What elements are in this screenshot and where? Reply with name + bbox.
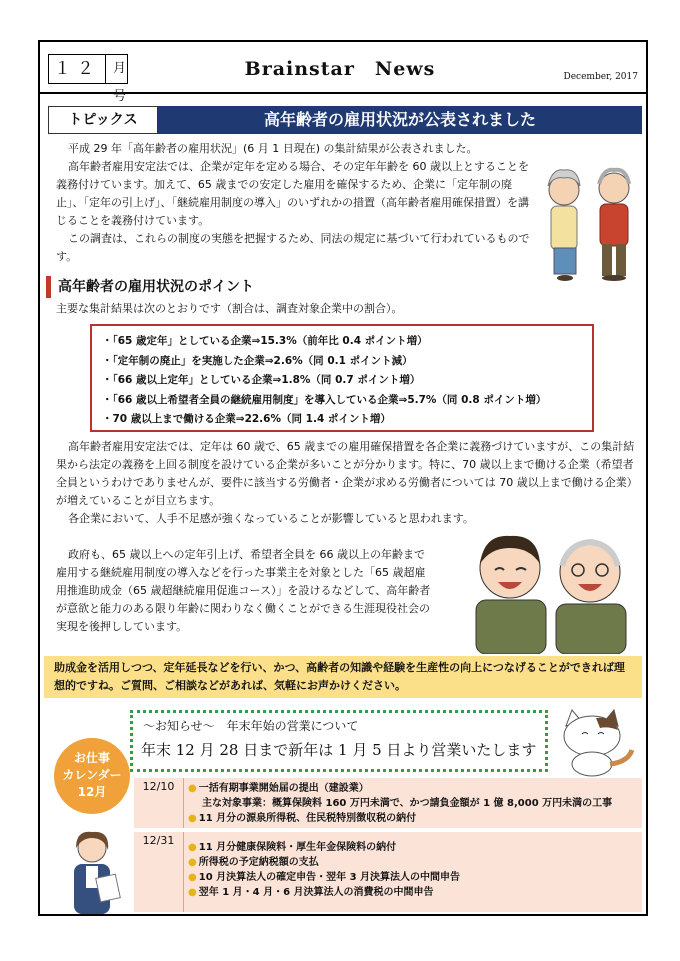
body-paragraph: 各企業において、人手不足感が強くなっていることが影響していると思われます。	[68, 512, 474, 525]
intro-text	[56, 140, 532, 266]
issue-box	[48, 54, 128, 104]
badge-line: カレンダー	[62, 768, 122, 782]
highlight-message: 助成金を活用しつつ、定年延長などを行い、かつ、高齢者の知識や経験を生産性の向上につなげることができれば理想的ですね。ご質問、ご相談などがあれば、気軽にお声かけください。	[44, 656, 642, 698]
calendar-items	[188, 840, 460, 900]
calendar-item-note: 主な対象事業：概算保険料 160 万円未満で、かつ請負金額が 1 億 8,000 万円未満の工事	[202, 798, 613, 809]
issue-suffix: 月号	[113, 61, 127, 104]
smiling-workers-illustration	[450, 526, 640, 654]
office-worker-illustration	[62, 826, 124, 914]
body-text	[56, 438, 636, 528]
section-accent-bar	[46, 276, 51, 298]
calendar-item: ● 所得税の予定納税額の支払	[188, 855, 460, 870]
point-item: ・70 歳以上まで働ける企業⇒22.6%（同 1.4 ポイント増）	[102, 413, 391, 425]
intro-paragraph: この調査は、これらの制度の実態を把握するため、同法の規定に基づいて行われているものです。	[56, 232, 530, 263]
newsletter-page	[38, 40, 648, 916]
calico-cat-illustration	[552, 706, 640, 778]
calendar-items	[188, 781, 612, 826]
calendar-item: ● 11 月分健康保険料・厚生年金保険料の納付	[188, 840, 460, 855]
intro-paragraph: 平成 29 年「高年齢者の雇用状況」(6 月 1 日現在) の集計結果が公表されました。	[68, 142, 478, 155]
newsletter-brand: Brainstar News	[244, 58, 436, 80]
calendar-date: 12/31	[134, 832, 184, 912]
points-box	[90, 324, 594, 432]
calendar-badge	[54, 738, 130, 814]
body-text-narrow	[56, 546, 432, 636]
badge-line: 12月	[77, 785, 107, 799]
point-item: ・「定年制の廃止」を実施した企業⇒2.6%（同 0.1 ポイント減）	[102, 354, 413, 367]
point-item: ・「66 歳以上希望者全員の継続雇用制度」を導入している企業⇒5.7%（同 0.8 ポイント増）	[102, 393, 547, 406]
calendar-item: ● 11 月分の源泉所得税、住民税特別徴収税の納付	[188, 811, 612, 826]
topic-title: 高年齢者の雇用状況が公表されました	[158, 106, 642, 134]
badge-line: お仕事	[73, 751, 110, 765]
body-paragraph: 高年齢者雇用安定法では、定年は 60 歳で、65 歳までの雇用確保措置を各企業に義務づけていますが、この集計結果から法定の義務を上回る制度を設けている企業が多いことが分かります。特に、70 歳以上まで働ける企業（希望者全員というわけでありませんが、要件に該当する労働者・企業が求める労働者については 70 歳以上まで働ける企業）が増えていることが目立ちます。	[56, 440, 635, 507]
calendar-item: ● 10 月決算法人の確定申告・翌年 3 月決算法人の中間申告	[188, 870, 460, 885]
calendar-date: 12/10	[134, 778, 184, 828]
issue-number: １２	[49, 55, 106, 83]
holiday-notice	[130, 710, 548, 772]
calendar-row	[134, 832, 642, 912]
calendar-row	[134, 778, 642, 828]
body-paragraph: 政府も、65 歳以上への定年引上げ、希望者全員を 66 歳以上の年齢まで雇用する継続雇用制度の導入などを行った事業主を対象とした「65 歳超雇用推進助成金（65 歳超継続雇用促進コース）」を設けるなどして、高年齢者が意欲と能力のある限り年齢に関わりなく働くことができる生涯現役社会の実現を後押ししています。	[56, 548, 431, 633]
intro-paragraph: 高年齢者雇用安定法では、企業が定年を定める場合、その定年年齢を 60 歳以上とすることを義務付けています。加えて、65 歳までの安定した雇用を確保するため、企業に「定年制の廃止」、「定年の引上げ」、「継続雇用制度の導入」のいずれかの措置（高年齢者雇用確保措置）を講じることを義務付けています。	[56, 160, 529, 227]
notice-heading: ～お知らせ～ 年末年始の営業について	[143, 719, 359, 733]
calendar-item: ● 一括有期事業開始届の提出（建設業）	[188, 781, 612, 796]
section-lead: 主要な集計結果は次のとおりです（割合は、調査対象企業中の割合）。	[56, 302, 403, 315]
calendar-item: ● 翌年 1 月・4 月・6 月決算法人の消費税の中間申告	[188, 885, 460, 900]
notice-text: 年末 12 月 28 日まで新年は 1 月 5 日より営業いたします	[141, 741, 537, 759]
point-item: ・「66 歳以上定年」としている企業⇒1.8%（同 0.7 ポイント増）	[102, 374, 421, 386]
topic-label: トピックス	[48, 106, 158, 134]
newsletter-header	[40, 42, 646, 104]
point-item: ・「65 歳定年」としている企業⇒15.3%（前年比 0.4 ポイント増）	[102, 335, 428, 347]
elderly-couple-illustration	[534, 160, 644, 288]
newsletter-date: December, 2017	[563, 72, 638, 82]
section-title: 高年齢者の雇用状況のポイント	[58, 279, 254, 295]
